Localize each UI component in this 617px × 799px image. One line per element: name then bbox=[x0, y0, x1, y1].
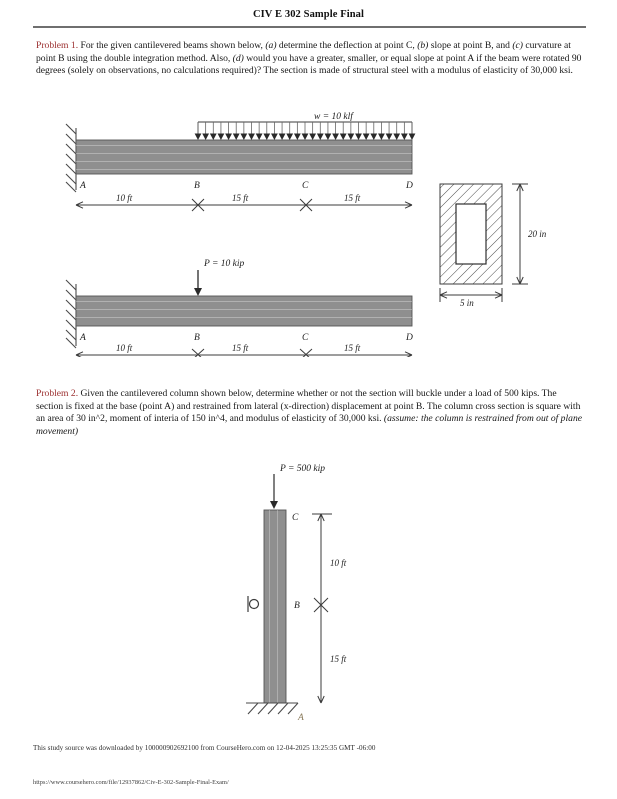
section-height-label: 20 in bbox=[528, 229, 547, 239]
problem-1-text-4: curvature at point B using the double integration method. Also, bbox=[36, 40, 571, 64]
problem-2-assume-note: (assume: the column is restrained from out of plane movement) bbox=[36, 413, 582, 437]
section-width-label: 5 in bbox=[460, 298, 474, 306]
column-node-A: A bbox=[298, 713, 304, 723]
beam1-node-C: C bbox=[302, 181, 309, 191]
beam2-node-B: B bbox=[194, 333, 200, 343]
problem-2-text-1: Given the cantilevered column shown below, determine whether or not the section will buckle under a load of 500 kips. The section is fixed at the base (point A) and restrained from lateral (x-direction) displacement at point B. The column cross section is square with an area of 30 in^2, moment of interia of 150 in^4, and modulus of elasticity of 30,000 ksi. bbox=[36, 388, 581, 425]
fixed-support-hatch-icon bbox=[66, 124, 76, 192]
problem-1-statement bbox=[36, 40, 584, 78]
beam1-node-D: D bbox=[406, 181, 413, 191]
section-inner-void bbox=[456, 204, 486, 264]
beam1-node-B: B bbox=[194, 181, 200, 191]
beam2-node-C: C bbox=[302, 333, 309, 343]
beam1-node-A: A bbox=[80, 181, 86, 191]
figure-cross-section bbox=[432, 176, 582, 306]
fixed-support-hatch-icon bbox=[66, 280, 76, 348]
beam1-span-1: 10 ft bbox=[116, 193, 133, 203]
problem-1-text-3: slope at point B, and bbox=[428, 40, 513, 51]
problem-1-part-d: (d) bbox=[232, 52, 244, 64]
point-load-arrow bbox=[194, 270, 202, 296]
beam2-span-3: 15 ft bbox=[344, 343, 361, 353]
distributed-load-arrows bbox=[195, 122, 416, 140]
download-source-note: This study source was downloaded by 100000902692100 from CourseHero.com on 12-04-2025 13:25:35 GMT -06:00 bbox=[33, 744, 376, 752]
column-dimension-line bbox=[312, 514, 332, 703]
beam2-load-label: P = 10 kip bbox=[204, 259, 245, 269]
column-span-upper: 10 ft bbox=[330, 558, 347, 568]
problem-1-label: Problem 1. bbox=[36, 40, 79, 51]
problem-1-part-b: (b) bbox=[417, 40, 429, 51]
problem-1-part-a: (a) bbox=[265, 40, 277, 51]
figure-column bbox=[236, 462, 416, 732]
column-span-lower: 15 ft bbox=[330, 654, 347, 664]
column-node-B: B bbox=[294, 601, 300, 611]
beam1-span-2: 15 ft bbox=[232, 193, 249, 203]
problem-1-text-1: For the given cantilevered beams shown below, bbox=[78, 40, 266, 51]
column-node-C: C bbox=[292, 513, 299, 523]
problem-1-part-c: (c) bbox=[512, 40, 523, 51]
section-height-dimension bbox=[512, 184, 528, 284]
problem-2-statement bbox=[36, 388, 584, 438]
problem-2-label: Problem 2. bbox=[36, 388, 79, 399]
page-title: CIV E 302 Sample Final bbox=[252, 9, 365, 20]
beam1-load-label: w = 10 klf bbox=[314, 112, 353, 122]
beam2-span-1: 10 ft bbox=[116, 343, 133, 353]
problem-1-text-2: determine the deflection at point C, bbox=[276, 40, 418, 51]
column-member bbox=[264, 510, 286, 703]
source-url: https://www.coursehero.com/file/12937862/Civ-E-302-Sample-Final-Exam/ bbox=[33, 779, 229, 786]
beam1-span-3: 15 ft bbox=[344, 193, 361, 203]
fixed-base-hatch-icon bbox=[246, 703, 298, 714]
header-divider bbox=[33, 26, 586, 28]
column-load-arrow bbox=[270, 474, 278, 509]
problem-1-text-5: would you have a greater, smaller, or equal slope at point A if the beam were rotated 90 degrees (solely on observations, no calculations required)? The section is made of structural steel with a modulus of elasticity of 30,000 ksi. bbox=[36, 52, 582, 77]
figure-beam-2 bbox=[52, 252, 422, 357]
column-load-label: P = 500 kip bbox=[280, 464, 326, 474]
figure-beam-1 bbox=[52, 112, 422, 217]
beam2-span-2: 15 ft bbox=[232, 343, 249, 353]
beam-member bbox=[76, 296, 412, 326]
beam2-node-A: A bbox=[80, 333, 86, 343]
beam2-node-D: D bbox=[406, 333, 413, 343]
roller-support-icon bbox=[248, 596, 259, 612]
